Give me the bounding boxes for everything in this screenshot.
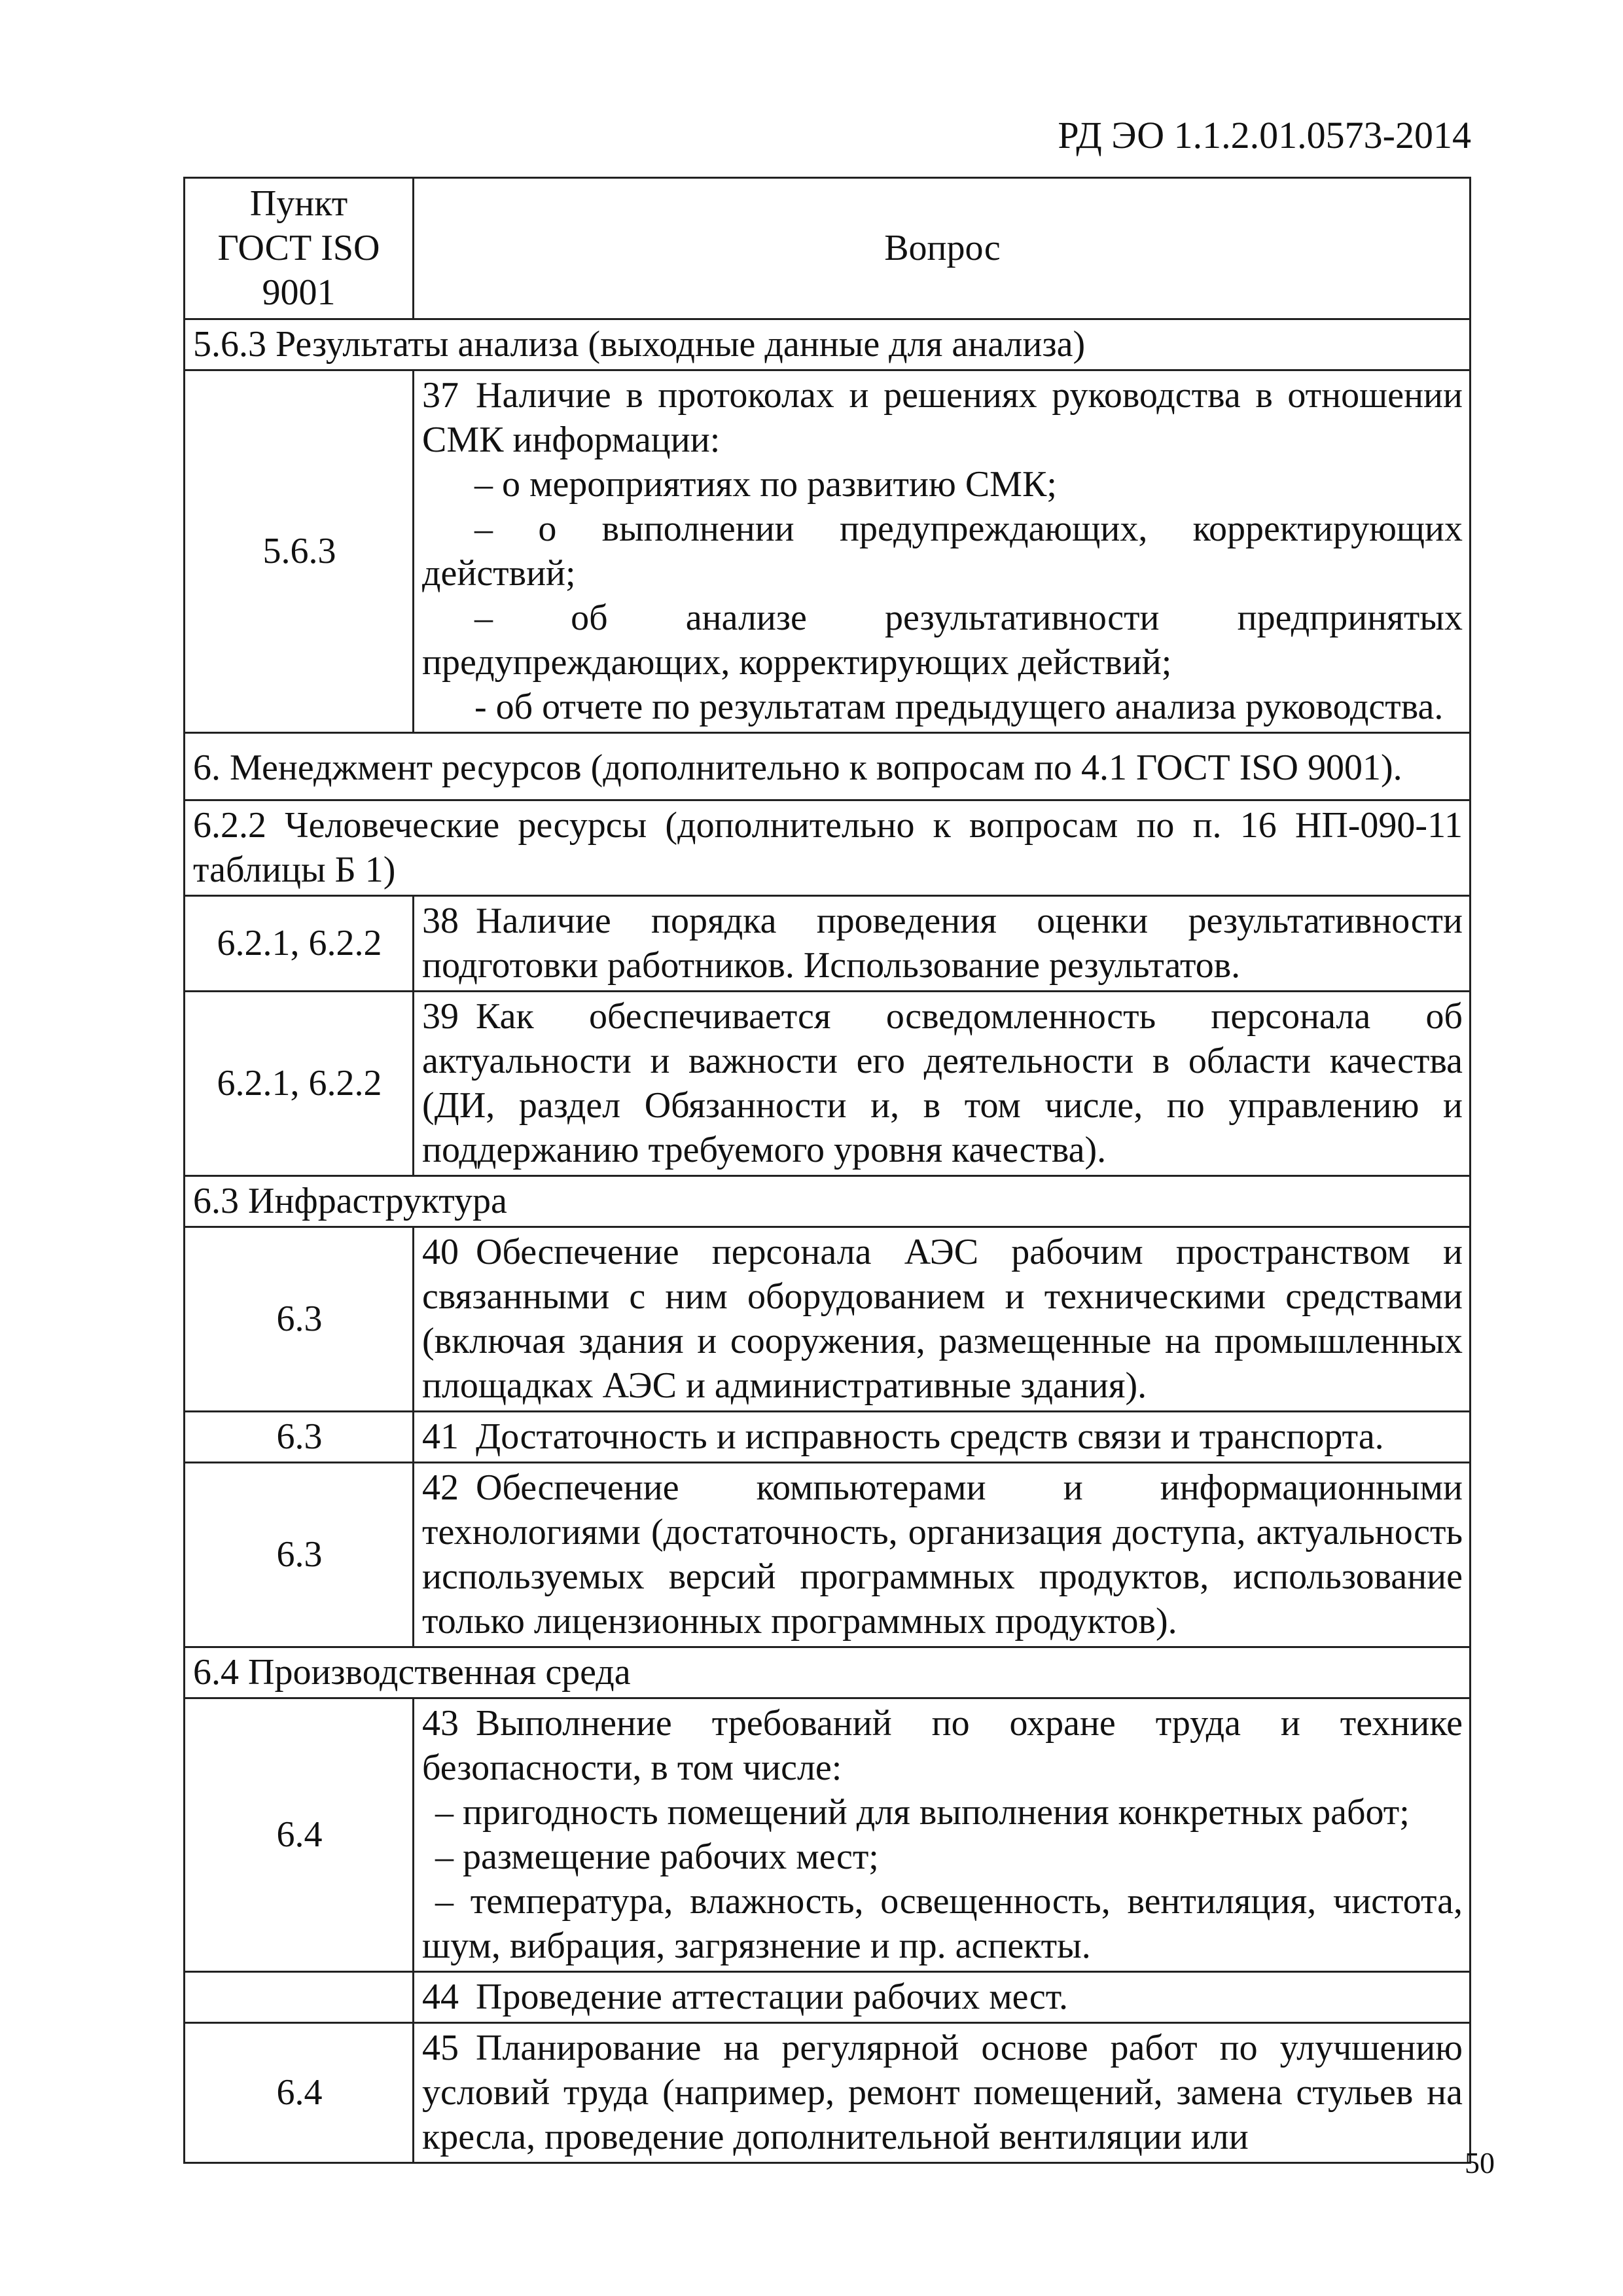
table-row	[185, 1463, 1471, 1647]
section-622: 6.2.2 Человеческие ресурсы (дополнительно к вопросам по п. 16 НП-090-11 таблицы Б 1)	[185, 800, 1471, 896]
question-body: Планирование на регулярной основе работ по улучшению условий труда (например, ремонт помещений, замена стульев на кресла, проведение дополнительной вентиляции или	[422, 2028, 1463, 2157]
question-number: 40	[422, 1232, 459, 1272]
questions-table	[183, 177, 1471, 2164]
section-row	[185, 800, 1471, 896]
question-text	[422, 373, 1463, 462]
clause-cell: 6.3	[185, 1227, 414, 1412]
section-6: 6. Менеджмент ресурсов (дополнительно к вопросам по 4.1 ГОСТ ISO 9001).	[185, 733, 1471, 800]
header-clause: Пункт ГОСТ ISO 9001	[185, 178, 414, 319]
bullet-item: – о выполнении предупреждающих, корректирующих действий;	[422, 509, 1463, 594]
clause-cell: 6.2.1, 6.2.2	[185, 896, 414, 992]
bullet-item: - об отчете по результатам предыдущего анализа руководства.	[474, 687, 1444, 727]
bullet-item: – размещение рабочих мест;	[435, 1837, 879, 1877]
section-563: 5.6.3 Результаты анализа (выходные данные для анализа)	[185, 319, 1471, 370]
table-row	[185, 370, 1471, 733]
bullet-item: – о мероприятиях по развитию СМК;	[474, 464, 1057, 505]
question-cell	[414, 1698, 1471, 1972]
question-body: Наличие в протоколах и решениях руководства в отношении СМК информации:	[422, 375, 1463, 460]
page-number: 50	[1465, 2146, 1495, 2179]
table-row	[185, 1412, 1471, 1463]
question-cell	[414, 370, 1471, 733]
question-number: 42	[422, 1467, 459, 1508]
section-row	[185, 1176, 1471, 1227]
table-row	[185, 992, 1471, 1176]
clause-cell: 6.4	[185, 2023, 414, 2163]
section-64: 6.4 Производственная среда	[185, 1647, 1471, 1698]
question-number: 39	[422, 996, 459, 1037]
question-cell	[414, 2023, 1471, 2163]
question-number: 44	[422, 1977, 459, 2017]
question-body: Проведение аттестации рабочих мест.	[476, 1977, 1069, 2017]
table-row	[185, 1227, 1471, 1412]
question-number: 37	[422, 375, 459, 416]
question-body: Выполнение требований по охране труда и технике безопасности, в том числе:	[422, 1703, 1463, 1788]
section-row	[185, 319, 1471, 370]
table-header-row	[185, 178, 1471, 319]
question-body: Обеспечение персонала АЭС рабочим пространством и связанными с ним оборудованием и техническими средствами (включая здания и сооружения, размещенные на промышленных площадках АЭС и административные здания).	[422, 1232, 1463, 1406]
clause-cell	[185, 1972, 414, 2023]
question-cell	[414, 1972, 1471, 2023]
question-cell	[414, 1227, 1471, 1412]
question-number: 43	[422, 1703, 459, 1744]
question-number: 41	[422, 1416, 459, 1457]
section-row	[185, 1647, 1471, 1698]
question-cell	[414, 1463, 1471, 1647]
header-question: Вопрос	[414, 178, 1471, 319]
question-text	[422, 1701, 1463, 1790]
table-row	[185, 2023, 1471, 2163]
section-63: 6.3 Инфраструктура	[185, 1176, 1471, 1227]
bullet-item: – пригодность помещений для выполнения конкретных работ;	[435, 1792, 1410, 1833]
question-body: Обеспечение компьютерами и информационными технологиями (достаточность, организация доступа, актуальность используемых версий программных продуктов, использование только лицензионных программных продуктов).	[422, 1467, 1463, 1641]
question-number: 38	[422, 901, 459, 941]
question-body: Достаточность и исправность средств связи и транспорта.	[476, 1416, 1384, 1457]
table-row	[185, 1972, 1471, 2023]
bullet-item: – температура, влажность, освещенность, вентиляция, чистота, шум, вибрация, загрязнение и пр. аспекты.	[422, 1881, 1463, 1966]
section-row	[185, 733, 1471, 800]
clause-cell: 5.6.3	[185, 370, 414, 733]
clause-cell: 6.3	[185, 1463, 414, 1647]
table-row	[185, 896, 1471, 992]
question-cell	[414, 1412, 1471, 1463]
question-body: Как обеспечивается осведомленность персонала об актуальности и важности его деятельности в области качества (ДИ, раздел Обязанности и, в том числе, по управлению и поддержанию требуемого уровня качества).	[422, 996, 1463, 1170]
question-cell	[414, 896, 1471, 992]
question-number: 45	[422, 2028, 459, 2068]
table-row	[185, 1698, 1471, 1972]
clause-cell: 6.4	[185, 1698, 414, 1972]
clause-cell: 6.2.1, 6.2.2	[185, 992, 414, 1176]
bullet-item: – об анализе результативности предпринятых предупреждающих, корректирующих действий;	[422, 598, 1463, 683]
document-code: РД ЭО 1.1.2.01.0573-2014	[1058, 114, 1471, 156]
question-body: Наличие порядка проведения оценки результативности подготовки работников. Использование результатов.	[422, 901, 1463, 986]
question-cell	[414, 992, 1471, 1176]
clause-cell: 6.3	[185, 1412, 414, 1463]
